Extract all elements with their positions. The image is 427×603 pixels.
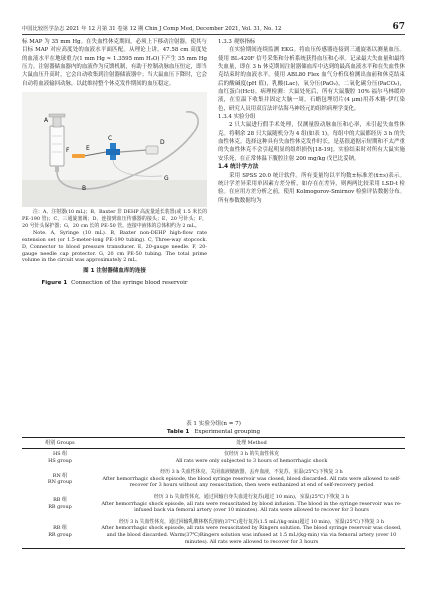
group-cell bbox=[22, 492, 98, 517]
method-cell bbox=[98, 492, 405, 517]
group-name-en: HS group bbox=[48, 457, 72, 464]
method-cn: 经历 3 h 失血性休克，通过回输自身失血进行复苏(超过 10 min)，室温(25℃)下恢复 3 h bbox=[153, 494, 350, 501]
method-cn: 经历 3 h 失血性休克，通过回输乳酸林格氏溶液(37℃)进行复苏(1.5 mL/(kg·min)超过 10 min)，室温(25℃)下恢复 3 h bbox=[118, 518, 385, 525]
table-row bbox=[22, 516, 405, 548]
method-cn: 仅经历 3 h 的失血性休克 bbox=[224, 451, 279, 458]
column-header-groups: 组别 Groups bbox=[45, 439, 75, 446]
group-name-cn: RB 组 bbox=[53, 497, 67, 504]
label-f: F bbox=[66, 147, 70, 155]
journal-citation: 中国比较医学杂志 2021 年 12 月第 31 卷第 12 期 Chin J Comp Med, December 2021, Vol. 31, No. 12 bbox=[22, 26, 282, 32]
table-row bbox=[22, 492, 405, 517]
body-paragraph: 2 只大鼠进行假手术处理，仅测量股动脉血压和心率，未引起失血性休克。将剩余 28 只大鼠随机分为 4 组(如表 1)，每组中的大鼠都经历 3 h 的失血性休克。选择这种具有失血性休克发作时长，是基很道据示短期和不太严重的失血性休克不会引起明显的组织损伤[18-19]。实验结束时对所有大鼠实施安乐死，在正常体温下腹腔注射 200 mg/kg 戊巴比妥钠。 bbox=[218, 122, 405, 162]
table-row bbox=[22, 467, 405, 492]
method-en: After hemorrhagic shock episode, all rats were resuscitated by Ringers solution. The blood syringe reservoir was closed, and the blood discarded. Warm(37℃)Ringers solution was infused at 1.5 mL/(kg·min) via via femoral artery (over 10 minutes). All rats were allowed to recover for 3 hours bbox=[101, 525, 402, 545]
running-header bbox=[22, 20, 405, 35]
label-e: E bbox=[86, 145, 90, 153]
method-en: All rats were only subjected to 3 hours of hemorrhagic shock bbox=[175, 457, 328, 464]
left-column bbox=[22, 38, 207, 288]
table-title-cn: 表 1 实验分组(n = 7) bbox=[186, 421, 241, 427]
table-row bbox=[22, 448, 405, 467]
table-title-en-text: Experimental grouping bbox=[194, 429, 261, 435]
right-column bbox=[218, 38, 405, 205]
table-header-row bbox=[22, 438, 405, 449]
group-name-cn: RR 组 bbox=[53, 525, 67, 532]
group-name-en: RB group bbox=[48, 503, 72, 510]
method-cn: 经历 3 h 失血性休克，关闭血液储液器，丢弃血液，不复苏，室温(25℃)下恢复 3 h bbox=[160, 469, 343, 476]
method-cell bbox=[98, 448, 405, 467]
label-c: C bbox=[108, 135, 113, 143]
group-name-cn: RN 组 bbox=[52, 472, 68, 479]
label-b: B bbox=[82, 185, 87, 193]
group-cell bbox=[22, 448, 98, 467]
table-title-en bbox=[22, 428, 405, 436]
section-heading-1-3-4: 1.3.4 实验分组 bbox=[218, 114, 256, 121]
figure-number-en: Figure 1 bbox=[41, 279, 68, 286]
photo-table-surface bbox=[22, 180, 207, 207]
method-en: After hemorrhagic shock episode, the blood syringe reservoir was closed, blood discarded. All rats were allowed to self-recover for 3 hours without any resuscitation, then were euthanized at end of self-recovery period bbox=[102, 475, 401, 489]
label-d: D bbox=[160, 139, 165, 147]
figure-1-apparatus-photo bbox=[22, 92, 207, 207]
transducer-connector-d bbox=[146, 146, 158, 154]
figure-note-en: Note. A, Syringe (10 mL). B, Baxter non-DEHP high-flow rate extension set (or 1.5-meter-long PE-190 tubing). C, Three-way stopcock. D, Connector to blood pressure transducer. E, 20-gauge needle. F, 20-gauge needle cap protector. G, 20 cm PE-50 tubing. The total prime volume in the circuit was approximately 2 mL. bbox=[22, 229, 207, 264]
label-g: G bbox=[164, 175, 169, 183]
needle-cap-f bbox=[72, 154, 85, 158]
group-cell bbox=[22, 467, 98, 492]
section-heading-1-3-3: 1.3.3 观察指标 bbox=[218, 39, 256, 45]
method-cell bbox=[98, 467, 405, 492]
group-name-en: RR group bbox=[48, 532, 72, 539]
body-paragraph: 采用 SPSS 20.0 统计软件。所有变量均以平均数±标准差(x̄±s)表示。统计学差异采用单因素方差分析，如存在在差异，则两两比较采用 LSD-t 检验。在应用方差分析之前，使用 Kolmogorov-Smirnov 检验评估数据分布。所有参数数据均为 bbox=[218, 172, 405, 204]
group-name-cn: HS 组 bbox=[52, 451, 68, 458]
figure-title-cn: 图 1 注射器储血库的连接 bbox=[83, 268, 146, 275]
label-a: A bbox=[44, 117, 49, 125]
body-paragraph: 标 MAP 为 35 mm Hg。在失血性休克期间，必须上下移动注射器，使其与目标 MAP 对应高度处的血液水平面匹配。从理论上讲，47.58 cm 高度处的血液水平在地球重力(1 mm Hg ≈ 1.3595 mm H₂O)下产生 35 mm Hg 压力。注射器储血器内的血液作为反馈机制，有助于控制动脉血压恒定，即当大鼠血压升高时，它会自动收集到注射器储液器中；当大鼠血压下降时，它会自动将血液输回动脉，以此维持整个休克发作期间的血压稳定。 bbox=[22, 39, 207, 87]
figure-title-en bbox=[22, 279, 207, 287]
section-heading-1-4: 1.4 统计学方法 bbox=[218, 164, 259, 171]
method-cell bbox=[98, 516, 405, 548]
table-number-en: Table 1 bbox=[166, 429, 190, 435]
column-header-method: 处理 Method bbox=[236, 439, 267, 446]
page-number: 67 bbox=[392, 22, 405, 32]
group-cell bbox=[22, 516, 98, 548]
group-name-en: RN group bbox=[47, 479, 73, 486]
table-1 bbox=[22, 420, 405, 549]
experimental-grouping-table bbox=[22, 437, 405, 549]
method-en: After hemorrhagic shock episode, all rats were resuscitated by blood infusion. The blood in the syringe reservoir was re-infused back via femoral artery (over 10 minutes). All rats were allowed to recover for 3 hours bbox=[101, 500, 402, 514]
syringe-reservoir-photo bbox=[22, 92, 207, 207]
figure-title-en-text: Connection of the syringe blood reservoir bbox=[71, 279, 188, 286]
body-paragraph: 在实验期间连续监测 EKG。将血压传感器连接到三通旋塞以测量血压。使用 BL-420F 信号采集和分析系统获得血压和心率。记录最大失血量和最终失血量，即在 3 h 休克期间注射器储血库中达到的最高血液水平和在失血性休克结束时的血液水平。使用 ABL80 Flex 血气分析仪检测出血前和休克结束后的酸碱度(pH 值)，乳酸(Lac)，氧分压(PaO₂)，二氧化碳分压(PaCO₂)，血红蛋白(Hct)。病理检测：大鼠处死后，所有大鼠腹腔 10% 福尔马林缓冲液，在室温下收集并固定大脑一周，石蜡包埋切片(4 μm)用苏木精-伊红染色，研究人员用双盲法评估海马神经元的组织病理学变化。 bbox=[218, 47, 405, 112]
figure-note-cn: 注：A，注射器(10 mL)；B，Baxter 非 DEHP 高流量延长装置(或 1.5 米长的 PE-190 管)；C，三通旋塞阀；D，连接到血压传感器的接头；E，20 号针头；F，20 号针头保护器；G，20 cm 长的 PE-50 管。连接中液体的总体积约为 2 mL。 bbox=[22, 209, 207, 229]
